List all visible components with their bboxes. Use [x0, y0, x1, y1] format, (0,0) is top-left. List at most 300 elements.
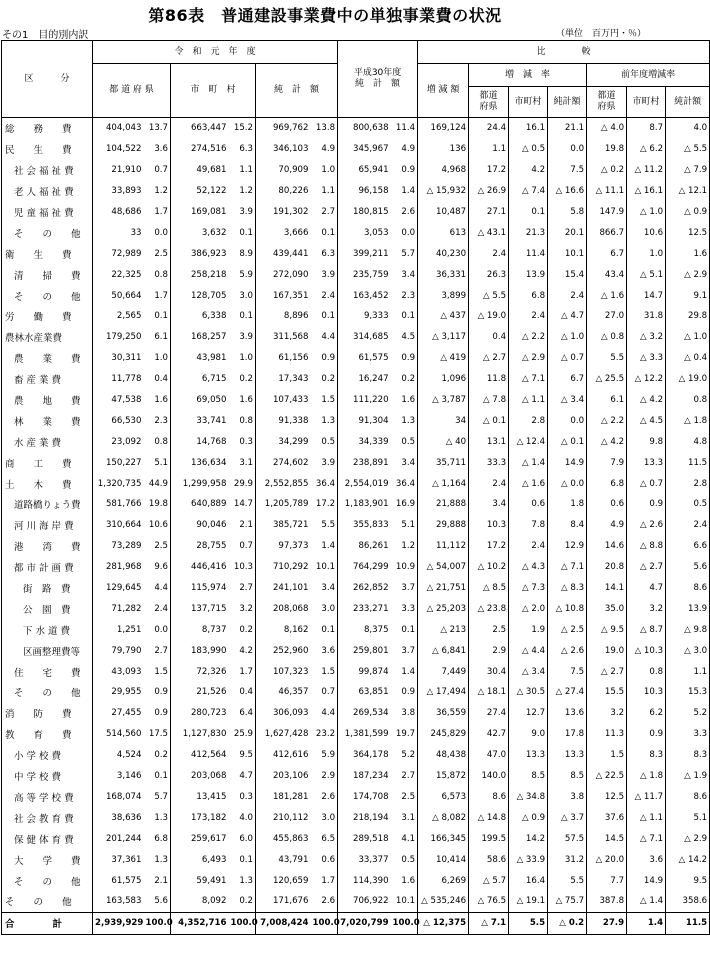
table-cell: 1.6: [401, 395, 416, 406]
table-cell: △ 9.8: [666, 619, 710, 640]
row-label: 民 生 費: [2, 139, 93, 160]
table-cell: 33,377: [338, 849, 391, 870]
table-cell: 4,524: [93, 745, 144, 766]
table-cell: 16.4: [509, 870, 548, 891]
table-cell: 47.0: [469, 745, 509, 766]
header-prev-pref: 都道 府県: [587, 87, 627, 118]
table-cell: 3.7: [401, 583, 416, 594]
table-cell: 22,325: [93, 264, 144, 285]
table-cell: △ 22.5: [587, 766, 627, 787]
table-cell: 0.9: [321, 353, 336, 364]
table-cell: △ 0.7: [627, 473, 666, 494]
table-cell: 0.9: [154, 708, 168, 719]
table-cell: 3.8: [548, 787, 587, 808]
row-label: 区画整理費等: [2, 640, 93, 661]
table-cell: 241,101: [256, 578, 311, 599]
table-cell: 86,261: [338, 536, 391, 557]
table-cell: 21.1: [548, 118, 587, 139]
table-cell: 4.4: [321, 708, 336, 719]
table-cell: 115,974: [171, 578, 229, 599]
table-cell: 6,269: [418, 870, 469, 891]
table-cell: 8.6: [666, 578, 710, 599]
table-cell: 17.2: [469, 160, 509, 181]
table-cell: △ 75.7: [548, 891, 587, 912]
table-cell: 6,573: [418, 787, 469, 808]
table-cell: 8,375: [338, 619, 391, 640]
table-cell: △ 213: [418, 619, 469, 640]
table-cell: △ 12.1: [666, 181, 710, 202]
table-cell: 238,891: [338, 452, 391, 473]
table-row: [2, 619, 710, 640]
table-cell: 19.8: [587, 139, 627, 160]
table-cell: 9.5: [666, 870, 710, 891]
table-cell: 280,723: [171, 703, 229, 724]
table-cell: 3.1: [401, 812, 416, 823]
table-cell: 8.6: [666, 787, 710, 808]
table-cell: 455,863: [256, 828, 311, 849]
table-cell: 218,194: [338, 807, 391, 828]
row-label: 大 学 費: [2, 849, 93, 870]
table-cell: 2.5: [401, 791, 416, 802]
table-cell: 613: [418, 222, 469, 243]
table-cell: 6.3: [239, 144, 253, 155]
table-cell: 0.8: [239, 415, 253, 426]
table-cell: 0.8: [154, 269, 168, 280]
table-cell: △ 0.4: [666, 348, 710, 369]
table-cell: 7,020,799: [338, 912, 391, 934]
table-cell: 4.9: [587, 515, 627, 536]
table-cell: 0.9: [154, 687, 168, 698]
table-cell: △ 8.8: [627, 536, 666, 557]
table-cell: 10.1: [315, 562, 336, 573]
table-cell: 3.9: [239, 207, 253, 217]
header-rate-muni: 市町村: [509, 87, 548, 118]
table-cell: △ 0.5: [509, 139, 548, 160]
table-cell: 0.2: [401, 374, 416, 385]
table-cell: 2.4: [321, 290, 336, 301]
table-cell: 203,106: [256, 766, 311, 787]
table-cell: 2.4: [469, 243, 509, 264]
table-cell: 11.4: [395, 123, 416, 134]
table-cell: 274,516: [171, 139, 229, 160]
table-cell: 16.1: [509, 118, 548, 139]
table-cell: 174,708: [338, 787, 391, 808]
table-cell: 4.0: [239, 812, 253, 823]
table-cell: 2.7: [401, 771, 416, 782]
table-cell: △ 11.7: [627, 787, 666, 808]
row-label: 農林水産業費: [2, 327, 93, 348]
table-cell: 5.6: [154, 896, 168, 907]
table-cell: △ 8,082: [418, 807, 469, 828]
table-cell: 33,741: [171, 410, 229, 431]
table-cell: △ 40: [418, 431, 469, 452]
table-cell: 147.9: [587, 202, 627, 223]
table-cell: 10.1: [395, 896, 416, 907]
table-cell: 1.0: [154, 353, 168, 364]
table-cell: 0.9: [401, 687, 416, 698]
table-row: [2, 724, 710, 745]
table-cell: 0.1: [401, 624, 416, 635]
table-row: [2, 348, 710, 369]
table-cell: 99,874: [338, 661, 391, 682]
table-cell: 91,338: [256, 410, 311, 431]
table-cell: 0.1: [154, 311, 168, 322]
table-cell: △ 7.1: [509, 369, 548, 390]
table-cell: 129,645: [93, 578, 144, 599]
table-cell: △ 25.5: [587, 369, 627, 390]
table-cell: △ 3.7: [548, 807, 587, 828]
table-cell: 17.2: [315, 499, 336, 510]
header-diff: 増 減 額: [418, 64, 469, 118]
table-row: [2, 891, 710, 912]
table-cell: 168,074: [93, 787, 144, 808]
table-cell: 23.2: [315, 729, 336, 740]
expenditure-table: [1, 40, 710, 935]
table-cell: 10.6: [148, 520, 168, 531]
table-cell: 8.5: [548, 766, 587, 787]
table-cell: △ 15,932: [418, 181, 469, 202]
table-cell: 3.8: [401, 708, 416, 719]
table-cell: 58.6: [469, 849, 509, 870]
table-cell: 168,257: [171, 327, 229, 348]
table-cell: 5.9: [321, 750, 336, 761]
table-cell: 1,299,958: [171, 473, 229, 494]
table-cell: △ 1.4: [509, 452, 548, 473]
table-cell: 30,311: [93, 348, 144, 369]
table-cell: 38,636: [93, 807, 144, 828]
table-cell: 1.5: [321, 666, 336, 677]
table-cell: 1,320,735: [93, 473, 144, 494]
table-cell: 3.6: [627, 849, 666, 870]
table-cell: 10.6: [627, 222, 666, 243]
table-cell: 1,183,901: [338, 494, 391, 515]
table-cell: 104,522: [93, 139, 144, 160]
table-cell: 3,053: [338, 222, 391, 243]
table-cell: 0.2: [154, 750, 168, 761]
table-row: [2, 327, 710, 348]
table-cell: 0.1: [401, 311, 416, 322]
table-row: [2, 515, 710, 536]
table-cell: 272,090: [256, 264, 311, 285]
table-cell: 29.9: [233, 478, 253, 489]
table-cell: 0.8: [627, 661, 666, 682]
table-cell: 14,768: [171, 431, 229, 452]
header-prev-muni: 市町村: [627, 87, 666, 118]
table-cell: △ 4.7: [548, 306, 587, 327]
table-cell: 6.7: [587, 243, 627, 264]
table-cell: △ 21,751: [418, 578, 469, 599]
row-label: 農 地 費: [2, 390, 93, 411]
table-row: [2, 640, 710, 661]
table-cell: 2.1: [239, 520, 253, 531]
table-cell: 100.0: [391, 912, 418, 934]
table-cell: 34,339: [338, 431, 391, 452]
table-cell: 2.3: [154, 415, 168, 426]
header-rate-net: 純計額: [548, 87, 587, 118]
table-cell: 3.9: [321, 457, 336, 468]
table-cell: 29,888: [418, 515, 469, 536]
table-cell: △ 27.4: [548, 682, 587, 703]
table-cell: △ 4.4: [509, 640, 548, 661]
table-cell: 1.7: [239, 666, 253, 677]
table-row: [2, 870, 710, 891]
row-label: 道路橋りょう費: [2, 494, 93, 515]
table-cell: △ 7.1: [548, 557, 587, 578]
table-cell: 6.4: [239, 708, 253, 719]
table-cell: 355,833: [338, 515, 391, 536]
table-cell: 5.7: [154, 791, 168, 802]
row-label: 水 産 業 費: [2, 431, 93, 452]
table-cell: 35,711: [418, 452, 469, 473]
table-cell: 21.3: [509, 222, 548, 243]
table-row: [2, 369, 710, 390]
row-label: そ の 他: [2, 222, 93, 243]
table-row: [2, 410, 710, 431]
table-cell: 2.7: [321, 207, 336, 217]
table-cell: 2,565: [93, 306, 144, 327]
table-cell: 0.3: [239, 436, 253, 447]
table-cell: 0.3: [239, 791, 253, 802]
table-cell: 3.4: [321, 583, 336, 594]
table-cell: 107,323: [256, 661, 311, 682]
table-cell: 9,333: [338, 306, 391, 327]
table-cell: △ 2.7: [587, 661, 627, 682]
header-rate-pref: 都道 府県: [469, 87, 509, 118]
table-cell: 5.7: [401, 248, 416, 259]
table-cell: △ 3.2: [627, 327, 666, 348]
table-cell: 28,755: [171, 536, 229, 557]
row-label: 都 市 計 画 費: [2, 557, 93, 578]
table-cell: 8.3: [627, 745, 666, 766]
table-cell: 12.5: [666, 222, 710, 243]
table-cell: 11,778: [93, 369, 144, 390]
table-cell: 6.0: [239, 833, 253, 844]
row-label: 社 会 福 祉 費: [2, 160, 93, 181]
table-cell: 0.1: [239, 854, 253, 865]
table-cell: 0.5: [401, 436, 416, 447]
table-cell: 136: [418, 139, 469, 160]
table-cell: 29,955: [93, 682, 144, 703]
table-cell: 61,156: [256, 348, 311, 369]
table-cell: △ 12.4: [509, 431, 548, 452]
table-cell: △ 1.0: [666, 327, 710, 348]
table-cell: 2.9: [469, 640, 509, 661]
table-cell: 2.4: [469, 473, 509, 494]
table-cell: △ 4.2: [627, 390, 666, 411]
table-cell: 0.6: [587, 494, 627, 515]
row-label: 河 川 海 岸 費: [2, 515, 93, 536]
table-cell: 13.3: [548, 745, 587, 766]
table-cell: 7,008,424: [256, 912, 311, 934]
header-kubun: 区 分: [2, 41, 93, 118]
table-cell: 4,352,716: [171, 912, 229, 934]
table-cell: 140.0: [469, 766, 509, 787]
header-prev-net: 純計額: [666, 87, 710, 118]
table-cell: △ 3.3: [627, 348, 666, 369]
table-cell: 0.4: [154, 374, 168, 385]
table-cell: △ 2.9: [509, 348, 548, 369]
table-cell: 27.0: [587, 306, 627, 327]
table-cell: 19.0: [587, 640, 627, 661]
table-cell: △ 1.6: [509, 473, 548, 494]
table-cell: △ 14.2: [666, 849, 710, 870]
table-cell: 17.8: [548, 724, 587, 745]
table-cell: 34: [418, 410, 469, 431]
table-cell: 4.5: [401, 332, 416, 343]
table-cell: △ 9.5: [587, 619, 627, 640]
table-cell: 61,575: [93, 870, 144, 891]
table-cell: 1.4: [321, 541, 336, 552]
table-cell: 2.6: [321, 791, 336, 802]
table-cell: 37,361: [93, 849, 144, 870]
table-cell: 0.1: [321, 624, 336, 635]
table-cell: △ 19.1: [509, 891, 548, 912]
header-h30: 平成30年度 純 計 額: [338, 41, 418, 118]
table-cell: 3.0: [321, 603, 336, 614]
table-cell: △ 1.0: [548, 327, 587, 348]
table-row: [2, 661, 710, 682]
table-cell: 2.5: [154, 541, 168, 552]
table-cell: 15.3: [666, 682, 710, 703]
table-row: [2, 452, 710, 473]
table-cell: 6.8: [509, 285, 548, 306]
table-cell: 0.0: [154, 227, 168, 238]
table-cell: 9.0: [509, 724, 548, 745]
table-row: [2, 431, 710, 452]
table-cell: 70,909: [256, 160, 311, 181]
table-cell: 180,815: [338, 202, 391, 223]
table-cell: 33: [93, 222, 144, 243]
table-cell: 1,627,428: [256, 724, 311, 745]
table-cell: 36,559: [418, 703, 469, 724]
table-cell: 4.0: [666, 118, 710, 139]
table-cell: 6,715: [171, 369, 229, 390]
table-cell: 8,162: [256, 619, 311, 640]
table-cell: 1.3: [154, 812, 168, 823]
table-cell: 10,487: [418, 202, 469, 223]
table-cell: △ 2.0: [509, 598, 548, 619]
table-cell: 1.7: [154, 290, 168, 301]
table-cell: 404,043: [93, 118, 144, 139]
table-cell: 27.9: [587, 912, 627, 934]
row-label: そ の 他: [2, 891, 93, 912]
table-cell: 13.7: [148, 123, 168, 134]
table-cell: 2.4: [548, 285, 587, 306]
table-cell: 233,271: [338, 598, 391, 619]
table-cell: 1,205,789: [256, 494, 311, 515]
table-subtitle: その1 目的別内訳: [2, 30, 89, 41]
table-cell: △ 5.5: [666, 139, 710, 160]
table-cell: △ 7.4: [509, 181, 548, 202]
table-cell: 14.6: [587, 536, 627, 557]
table-cell: 446,416: [171, 557, 229, 578]
table-cell: △ 5.1: [627, 264, 666, 285]
table-cell: 4,968: [418, 160, 469, 181]
table-cell: 137,715: [171, 598, 229, 619]
table-cell: △ 19.0: [666, 369, 710, 390]
table-cell: △ 3,787: [418, 390, 469, 411]
table-cell: △ 1,164: [418, 473, 469, 494]
table-cell: 26.3: [469, 264, 509, 285]
table-cell: 259,801: [338, 640, 391, 661]
table-cell: 171,676: [256, 891, 311, 912]
table-cell: 2.4: [666, 515, 710, 536]
table-cell: 43.4: [587, 264, 627, 285]
table-cell: △ 2.7: [627, 557, 666, 578]
table-cell: 34,299: [256, 431, 311, 452]
table-cell: △ 10.3: [627, 640, 666, 661]
table-cell: △ 19.0: [469, 306, 509, 327]
table-cell: △ 0.1: [469, 410, 509, 431]
table-cell: 1.4: [401, 186, 416, 197]
table-cell: 5.5: [587, 348, 627, 369]
table-cell: 21,526: [171, 682, 229, 703]
table-cell: 1.3: [154, 854, 168, 865]
table-row: [2, 745, 710, 766]
row-label: 老 人 福 祉 費: [2, 181, 93, 202]
table-cell: 0.1: [154, 771, 168, 782]
table-cell: 11.5: [666, 912, 710, 934]
table-cell: 4.7: [239, 771, 253, 782]
table-cell: 27,455: [93, 703, 144, 724]
table-cell: 14.2: [509, 828, 548, 849]
table-cell: 0.2: [239, 896, 253, 907]
table-row: [2, 390, 710, 411]
table-cell: 7.5: [548, 661, 587, 682]
table-cell: 173,182: [171, 807, 229, 828]
table-cell: 439,441: [256, 243, 311, 264]
table-cell: 8,092: [171, 891, 229, 912]
table-cell: △ 3.0: [666, 640, 710, 661]
table-cell: △ 4.2: [587, 431, 627, 452]
table-cell: 6.7: [548, 369, 587, 390]
table-cell: 11.3: [587, 724, 627, 745]
table-cell: 1,381,599: [338, 724, 391, 745]
table-cell: 2.5: [154, 248, 168, 259]
table-cell: 169,081: [171, 202, 229, 223]
table-cell: 0.2: [239, 624, 253, 635]
table-cell: 387.8: [587, 891, 627, 912]
table-cell: 13.8: [315, 123, 336, 134]
table-cell: 0.1: [239, 227, 253, 238]
table-cell: 3,146: [93, 766, 144, 787]
table-cell: △ 8.5: [469, 578, 509, 599]
table-cell: △ 7.1: [469, 912, 509, 934]
table-cell: 3.4: [401, 269, 416, 280]
table-cell: 24.4: [469, 118, 509, 139]
table-cell: 3.0: [321, 812, 336, 823]
table-cell: 11.5: [666, 452, 710, 473]
table-cell: △ 437: [418, 306, 469, 327]
table-cell: 5.5: [509, 912, 548, 934]
table-cell: 166,345: [418, 828, 469, 849]
table-cell: △ 1.8: [627, 766, 666, 787]
table-cell: △ 2.7: [469, 348, 509, 369]
table-cell: 274,602: [256, 452, 311, 473]
table-cell: 581,766: [93, 494, 144, 515]
table-cell: 306,093: [256, 703, 311, 724]
table-cell: 100.0: [311, 912, 338, 934]
table-cell: 27.1: [469, 202, 509, 223]
table-cell: 191,302: [256, 202, 311, 223]
table-cell: 1.5: [154, 666, 168, 677]
table-cell: 0.5: [321, 436, 336, 447]
table-cell: △ 12.2: [627, 369, 666, 390]
table-cell: △ 7.9: [666, 160, 710, 181]
table-row: [2, 243, 710, 264]
table-cell: 0.9: [401, 353, 416, 364]
table-cell: 0.8: [154, 436, 168, 447]
